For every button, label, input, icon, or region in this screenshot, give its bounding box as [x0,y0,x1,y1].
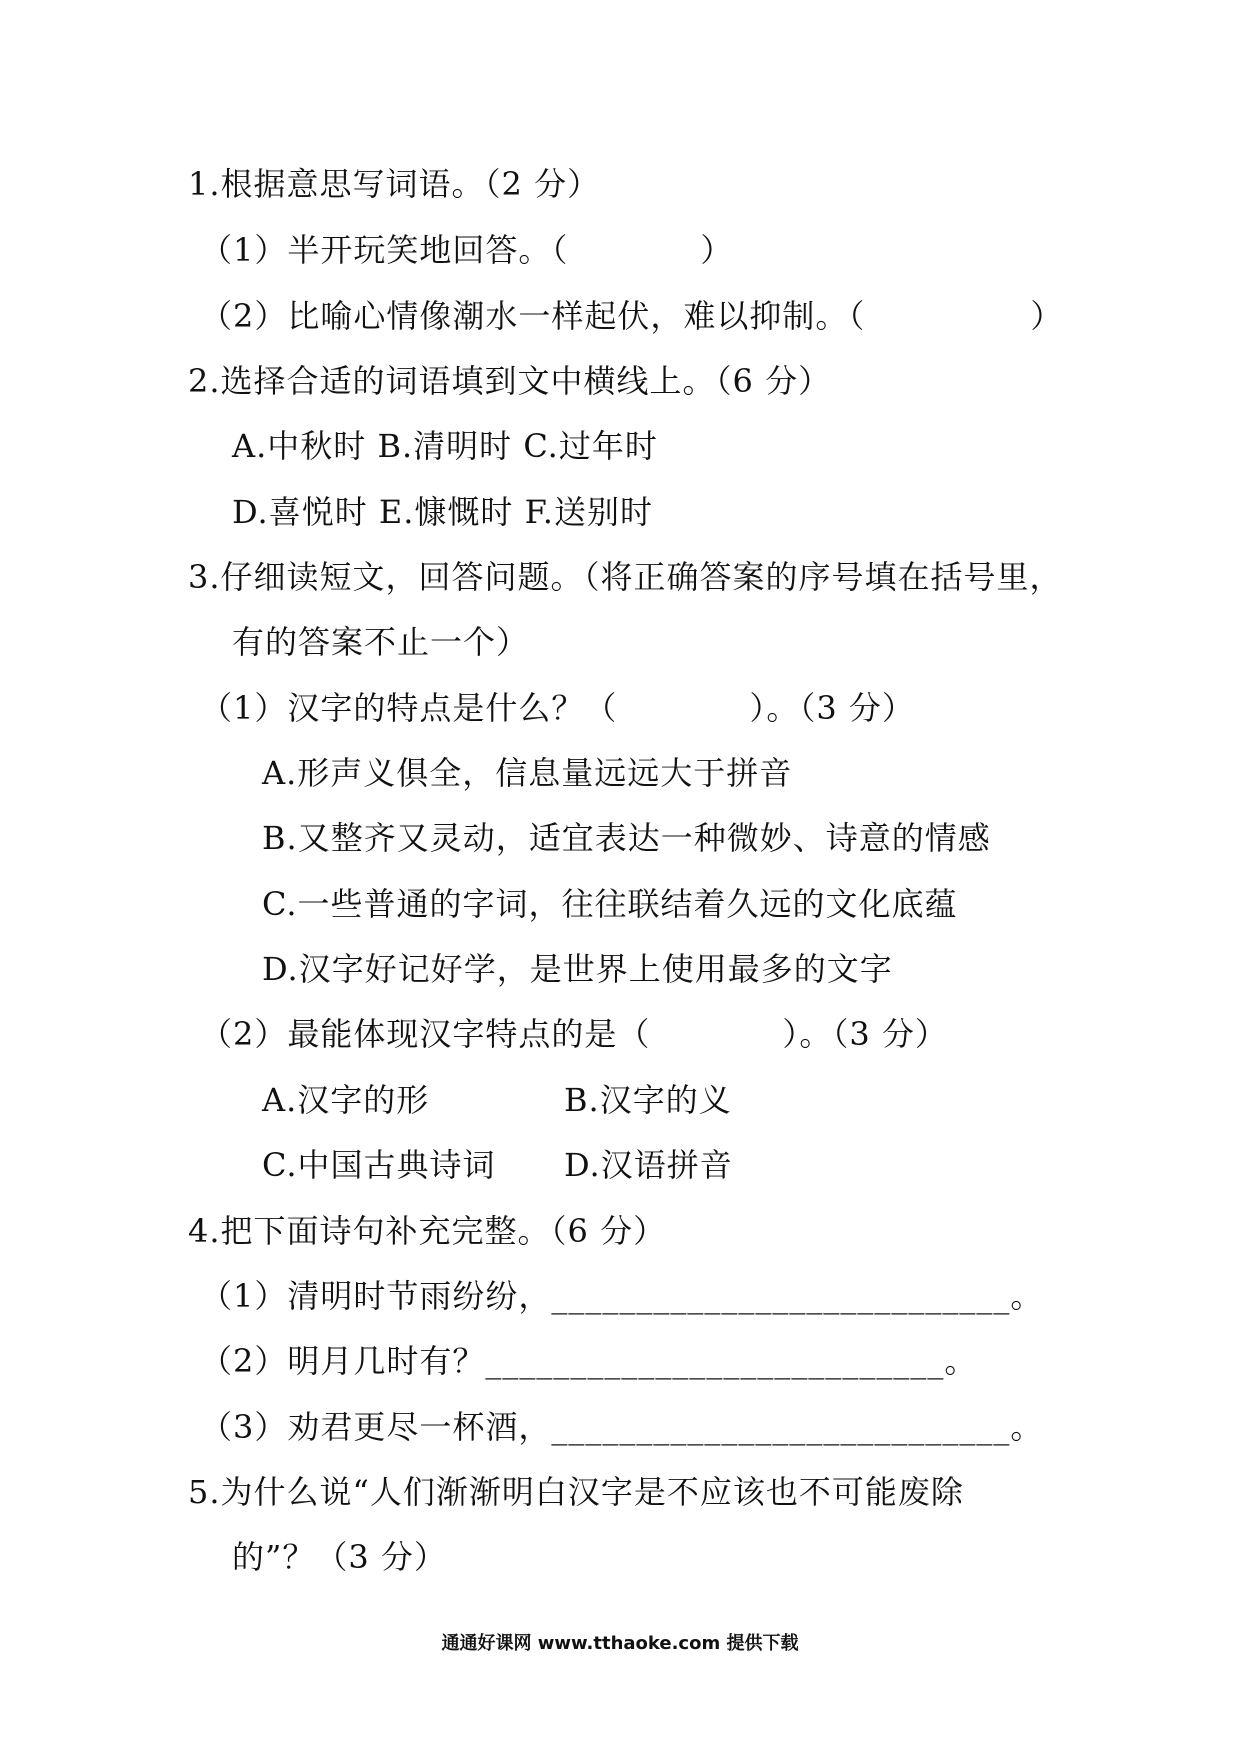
question-4-line-1: （1）清明时节雨纷纷，___________________________。 [200,1277,1044,1315]
question-3-sub-2-options-row-1 [262,1080,1062,1120]
question-3-sub-2-option-a: A.汉字的形 [262,1081,430,1119]
question-5-title-continued: 的”？（3 分） [232,1538,447,1576]
question-3-title-continued: 有的答案不止一个） [232,623,530,661]
question-3-title: 3.仔细读短文，回答问题。（将正确答案的序号填在括号里， [188,558,1063,596]
question-2-title: 2.选择合适的词语填到文中横线上。（6 分） [188,362,832,400]
question-2-options-row-1: A.中秋时 B.清明时 C.过年时 [232,427,658,465]
question-1-item-2: （2）比喻心情像潮水一样起伏，难以抑制。（ ） [200,297,1064,335]
question-3-sub-1: （1）汉字的特点是什么？（ ）。（3 分） [200,689,915,727]
question-3-sub-2-option-b: B.汉字的义 [564,1081,732,1119]
question-3-sub-2-option-d: D.汉语拼音 [564,1146,733,1184]
question-3-sub-2: （2）最能体现汉字特点的是（ ）。（3 分） [200,1015,948,1053]
question-3-sub-1-option-a: A.形声义俱全，信息量远远大于拼音 [262,754,793,792]
question-4-line-3: （3）劝君更尽一杯酒，___________________________。 [200,1408,1044,1446]
question-1-title: 1.根据意思写词语。（2 分） [188,165,601,203]
question-2-options-row-2: D.喜悦时 E.慷慨时 F.送别时 [232,493,653,531]
question-3-sub-2-option-c: C.中国古典诗词 [262,1146,496,1184]
question-3-sub-2-options-row-2 [262,1145,1062,1185]
question-3-sub-1-option-c: C.一些普通的字词，往往联结着久远的文化底蕴 [262,885,958,923]
question-4-line-2: （2）明月几时有？___________________________。 [200,1342,978,1380]
question-4-title: 4.把下面诗句补充完整。（6 分） [188,1212,667,1250]
question-5-title: 5.为什么说“人们渐渐明白汉字是不应该也不可能废除 [188,1473,964,1511]
question-3-sub-1-option-d: D.汉字好记好学，是世界上使用最多的文字 [262,950,893,988]
question-1-item-1: （1）半开玩笑地回答。（ ） [200,231,734,269]
footer-watermark: 通通好课网 www.tthaoke.com 提供下载 [441,1633,799,1654]
question-3-sub-1-option-b: B.又整齐又灵动，适宜表达一种微妙、诗意的情感 [262,819,991,857]
